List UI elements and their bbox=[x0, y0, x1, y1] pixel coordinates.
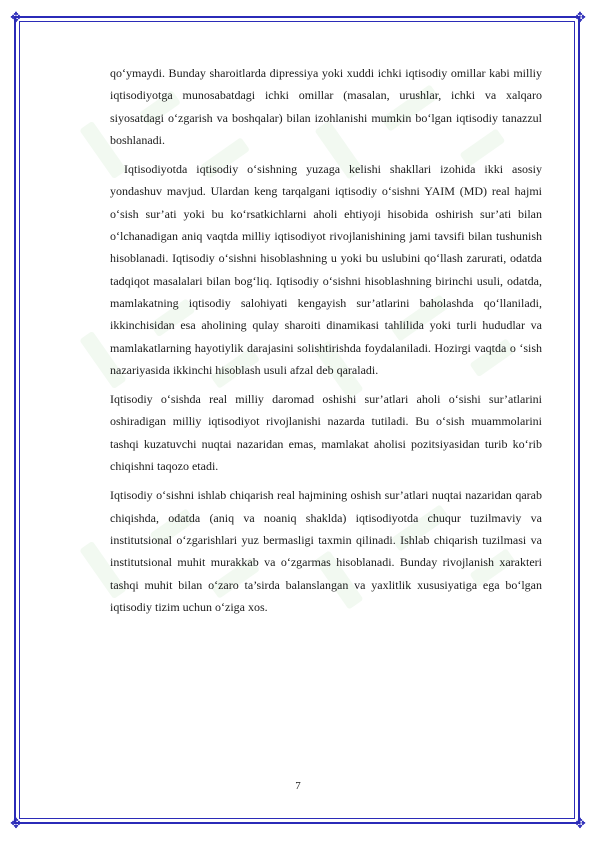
corner-ornament-bottom-left-icon: ✥ bbox=[10, 816, 22, 832]
paragraph-1: qo‘ymaydi. Bunday sharoitlarda dipressiya yoki xuddi ichki iqtisodiy omillar kabi milliy iqtisodiyotga munosabatdagi ichki omillar (masalan, urushlar, ichki va xalqaro siyosatdagi o‘zgarish va boshqalar) bilan izohlanishi mumkin bo‘lgan iqtisodiy tanazzul boshlanadi. bbox=[110, 66, 542, 147]
paragraph-4: Iqtisodiy o‘sishni ishlab chiqarish real hajmining oshish sur’atlari nuqtai nazaridan qarab chiqishda, odatda (aniq va noaniq shaklda) iqtisodiyotda chuqur tuzilmaviy va institutsional o‘zgarishlari yuz bermasligi taxmin qilinadi. Ishlab chiqarish tuzilmasi va institutsional muhit murakkab va o‘zgarmas hisoblanadi. Bunday rivojlanish xarakteri tashqi muhit bilan o‘zaro ta’sirda balanslangan va yaxlitlik xususiyatiga ega bo‘lgan iqtisodiy tizim uchun o‘ziga xos. bbox=[110, 488, 542, 614]
paragraph-2: Iqtisodiyotda iqtisodiy o‘sishning yuzaga kelishi shakllari izohida ikki asosiy yondashuv mavjud. Ulardan keng tarqalgani iqtisodiy o‘sishni YAIM (MD) real hajmi o‘sish sur’ati yoki bu ko‘rsatkichlarni aholi ehtiyoji hisobida oshirish sur’ati bilan o‘lchanadigan aniq vaqtda milliy iqtisodiyot rivojlanishining jami tavsifi bilan tushunish hisoblanadi. Iqtisodiy o‘sishni hisoblashning u yoki bu uslubini qo‘llash zarurati, odatda tadqiqot masalalari bilan bog‘liq. Iqtisodiy o‘sishni hisoblashning birinchi usuli, odatda, mamlakatning iqtisodiy salohiyati kengayish sur’atlarini baholashda qo‘llaniladi, ikkinchisidan esa aholining qulay sharoiti dinamikasi tahlilida yoki turli hududlar va mamlakatlarning hayotiylik darajasini solishtirishda foydalaniladi. Hozirgi vaqtda o ‘sish nazariyasida ikkinchi hisoblash usuli afzal deb qaraladi. bbox=[110, 162, 542, 377]
corner-ornament-bottom-right-icon: ✥ bbox=[574, 816, 586, 832]
corner-ornament-top-right-icon: ✥ bbox=[574, 10, 586, 26]
corner-ornament-top-left-icon: ✥ bbox=[10, 10, 22, 26]
paragraph-3: Iqtisodiy o‘sishda real milliy daromad oshishi sur’atlari aholi o‘sishi sur’atlarini oshiradigan milliy iqtisodiyot rivojlanishi nazarda tutiladi. Bu o‘sish muammolarini tashqi kuzatuvchi nuqtai nazaridan emas, mamlakat aholisi pozitsiyasidan turib ko‘rib chiqishni taqozo etadi. bbox=[110, 392, 542, 474]
page-number: 7 bbox=[295, 780, 301, 792]
page-body bbox=[110, 62, 542, 625]
